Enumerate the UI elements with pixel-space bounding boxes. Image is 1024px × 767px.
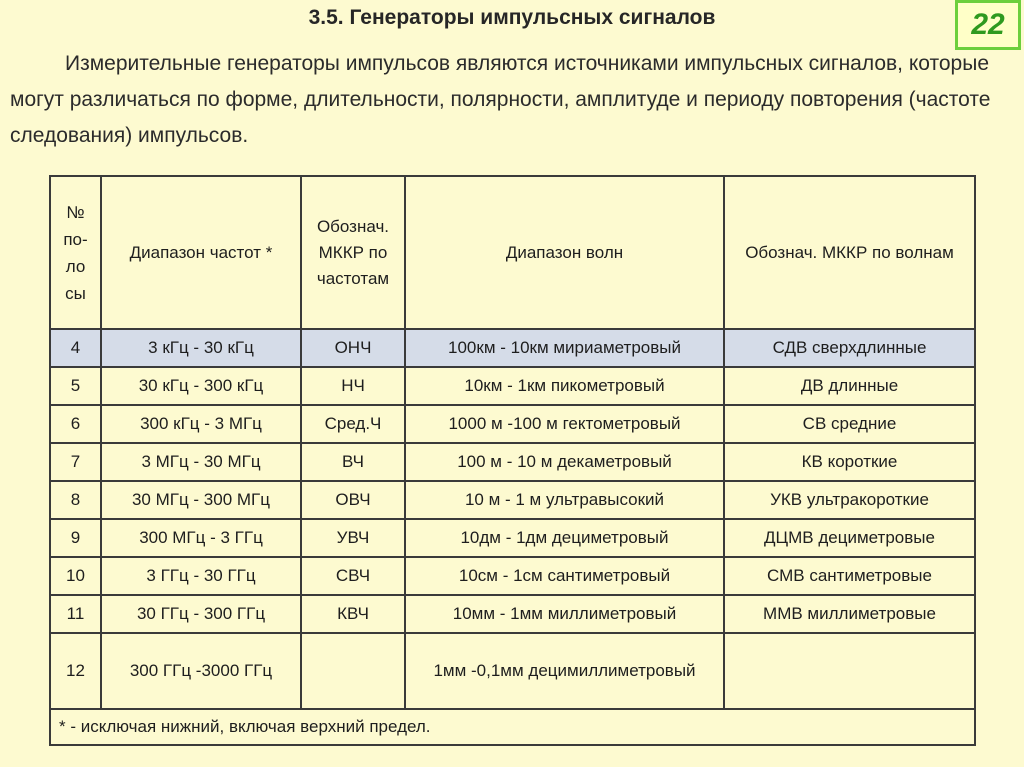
wave-range: 100км - 10км мириаметровый [405,329,724,367]
table-row [50,595,975,633]
header-wave-range: Диапазон волн [405,176,724,329]
ccir-wave-name [724,633,975,709]
ccir-frequency-code: Сред.Ч [301,405,405,443]
frequency-range: 300 кГц - 3 МГц [101,405,301,443]
ccir-wave-name: СМВ сантиметровые [724,557,975,595]
band-number: 9 [50,519,101,557]
frequency-range: 300 МГц - 3 ГГц [101,519,301,557]
ccir-frequency-code: ВЧ [301,443,405,481]
ccir-wave-name: КВ короткие [724,443,975,481]
band-number: 12 [50,633,101,709]
frequency-bands-table [49,175,976,746]
page-number-badge: 22 [955,0,1021,50]
ccir-frequency-code: УВЧ [301,519,405,557]
band-number: 4 [50,329,101,367]
header-ccir-wave: Обознач. МККР по волнам [724,176,975,329]
header-ccir-frequency: Обознач. МККР по частотам [301,176,405,329]
wave-range: 1мм -0,1мм децимиллиметровый [405,633,724,709]
header-band-number: № по-ло сы [50,176,101,329]
frequency-range: 30 МГц - 300 МГц [101,481,301,519]
header-frequency-range: Диапазон частот * [101,176,301,329]
band-number: 10 [50,557,101,595]
frequency-range: 30 кГц - 300 кГц [101,367,301,405]
ccir-wave-name: УКВ ультракороткие [724,481,975,519]
frequency-range: 30 ГГц - 300 ГГц [101,595,301,633]
slide-title: 3.5. Генераторы импульсных сигналов [308,6,716,29]
wave-range: 1000 м -100 м гектометровый [405,405,724,443]
wave-range: 100 м - 10 м декаметровый [405,443,724,481]
table-row [50,519,975,557]
band-number: 8 [50,481,101,519]
band-number: 11 [50,595,101,633]
ccir-wave-name: СВ средние [724,405,975,443]
wave-range: 10мм - 1мм миллиметровый [405,595,724,633]
ccir-wave-name: ММВ миллиметровые [724,595,975,633]
frequency-range: 3 ГГц - 30 ГГц [101,557,301,595]
ccir-wave-name: СДВ сверхдлинные [724,329,975,367]
table-row [50,557,975,595]
table-row [50,443,975,481]
table-row [50,405,975,443]
wave-range: 10дм - 1дм дециметровый [405,519,724,557]
table-row [50,481,975,519]
frequency-range: 3 кГц - 30 кГц [101,329,301,367]
table-row [50,367,975,405]
intro-paragraph: Измерительные генераторы импульсов являются источниками импульсных сигналов, которые могут различаться по форме, длительности, полярности, амплитуде и периоду повторения (частоте следования) импульсов. [10,52,991,147]
ccir-frequency-code [301,633,405,709]
ccir-wave-name: ДЦМВ дециметровые [724,519,975,557]
wave-range: 10км - 1км пикометровый [405,367,724,405]
band-number: 5 [50,367,101,405]
ccir-frequency-code: СВЧ [301,557,405,595]
frequency-range: 3 МГц - 30 МГц [101,443,301,481]
table-footnote: * - исключая нижний, включая верхний предел. [50,709,975,745]
wave-range: 10 м - 1 м ультравысокий [405,481,724,519]
ccir-frequency-code: ОНЧ [301,329,405,367]
ccir-frequency-code: НЧ [301,367,405,405]
ccir-wave-name: ДВ длинные [724,367,975,405]
band-number: 7 [50,443,101,481]
band-number: 6 [50,405,101,443]
ccir-frequency-code: ОВЧ [301,481,405,519]
wave-range: 10см - 1см сантиметровый [405,557,724,595]
table-row [50,633,975,709]
ccir-frequency-code: КВЧ [301,595,405,633]
table-row [50,329,975,367]
frequency-range: 300 ГГц -3000 ГГц [101,633,301,709]
